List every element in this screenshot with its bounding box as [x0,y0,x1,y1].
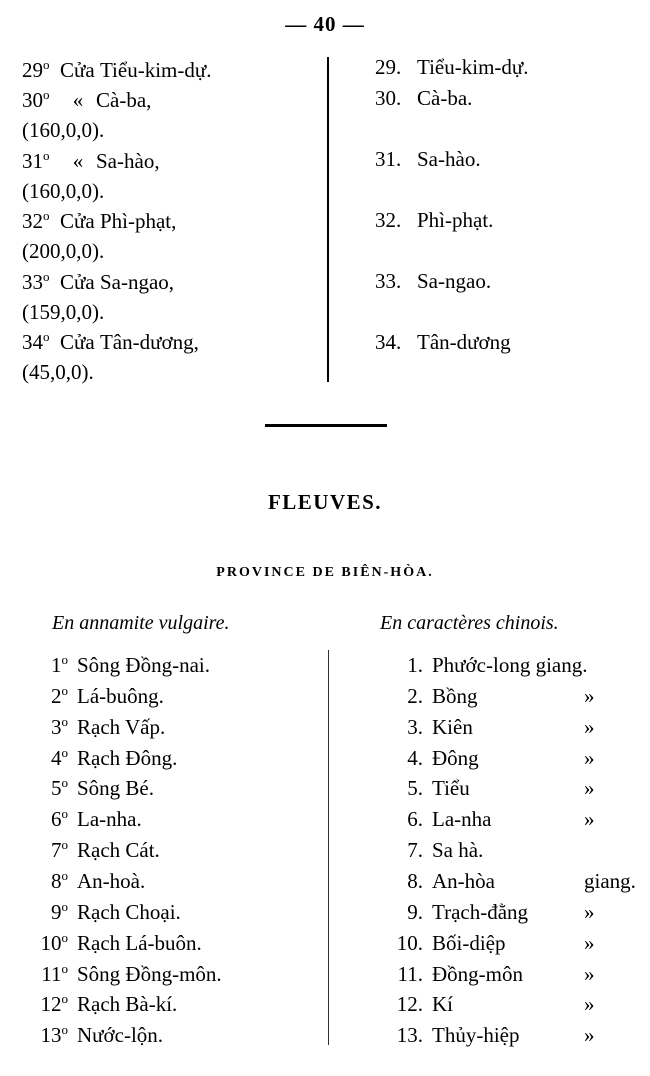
river-entry-chinese [375,989,645,1020]
entry-number: 11. [397,961,423,986]
entry-name: Tiểu-kim-dự. [417,55,529,79]
entry-number: 11$^o$ [41,960,68,986]
river-entry-chinese [375,712,645,743]
entry-number: 30$^o$ [22,87,50,113]
entry-number: 30. [375,86,402,110]
entry-name: Rạch Vấp. [77,714,166,739]
column-header-chinese: En caractères chinois. [380,612,559,634]
entry-number: 3$^o$ [50,713,68,739]
estuaries-section [0,55,650,395]
ditto-mark: » [584,961,595,986]
estuary-entry [22,55,312,85]
entry-name: An-hòa [432,869,495,894]
river-entry [22,897,312,928]
entry-number: 31$^o$ [22,147,50,173]
entry-name: Cà-ba, [96,88,152,113]
estuary-entry-chinese [375,55,529,80]
entry-number: 12. [396,992,423,1017]
ditto-mark: » [584,899,595,924]
entry-name: Sông Bé. [77,776,155,801]
entry-number: 7$^o$ [50,837,68,863]
ditto-guillemet: « [72,88,84,113]
entry-coordinates: (159,0,0). [22,299,105,324]
ditto-mark: giang. [584,869,636,894]
entry-number: 32$^o$ [22,208,50,234]
entry-kind: Cửa [60,209,95,234]
entry-name: Sa-ngao. [417,269,492,293]
entry-number: 29$^o$ [22,57,50,82]
entry-name: Rạch Bà-kí. [77,992,178,1017]
section-divider-rule [265,424,387,427]
entry-name: Phì-phạt, [99,209,177,234]
section-title: FLEUVES. [267,490,383,514]
rivers-left-column [22,650,312,1051]
ditto-mark: » [584,714,595,739]
estuary-entry [22,327,312,357]
estuaries-left-column [22,55,312,388]
entry-number: 10. [396,930,423,955]
entry-name: Sông Đồng-môn. [77,961,222,986]
entry-number: 33. [375,269,402,293]
entry-name: Sa hà. [432,838,484,863]
entry-name: Cà-ba. [417,86,473,110]
entry-number: 10$^o$ [40,929,68,955]
river-entry [22,743,312,774]
ditto-mark: » [584,683,595,708]
column-header-annamite: En annamite vulgaire. [52,612,230,634]
entry-kind: Cửa [60,330,95,355]
entry-number: 1. [407,653,423,677]
entry-name: Rạch Cát. [77,838,160,863]
entry-name: Rạch Đông. [77,745,178,770]
entry-name: Kiên [432,714,473,739]
entry-number: 32. [375,208,402,232]
ditto-mark: » [584,776,595,801]
estuary-entry [22,206,312,236]
river-entry [22,928,312,959]
entry-coordinates: (45,0,0). [22,360,94,385]
entry-number: 8. [407,869,423,894]
river-entry-chinese [375,804,645,835]
entry-name: Tiểu-kim-dự. [99,58,212,82]
entry-name: Kí [432,992,453,1017]
entry-kind: Cửa [60,58,95,82]
ditto-mark: » [584,930,595,955]
entry-name: Đồng-môn [432,961,523,986]
entry-name: Trạch-đằng [432,899,529,924]
entry-number: 9$^o$ [50,898,68,924]
entry-number: 29. [375,55,402,79]
entry-name: Sa-hào. [417,147,481,171]
estuary-entry-chinese [375,330,511,355]
estuary-entry-chinese [375,269,491,294]
entry-name: Sông Đồng-nai. [77,653,210,677]
entry-number: 34. [375,330,402,354]
entry-name: Rạch Choại. [77,899,181,924]
river-entry-chinese [375,959,645,990]
ditto-mark: » [584,745,595,770]
river-entry [22,1020,312,1051]
river-entry [22,866,312,897]
estuary-entry-chinese [375,208,493,233]
entry-number: 2. [407,683,423,708]
entry-number: 2$^o$ [50,682,68,708]
estuary-entry [22,146,312,176]
estuary-entry-chinese [375,86,472,111]
entry-number: 34$^o$ [22,329,50,355]
river-entry-chinese [375,743,645,774]
entry-name: Rạch Lá-buôn. [77,930,202,955]
river-entry-chinese [375,897,645,928]
estuary-entry [22,85,312,115]
entry-number: 5. [407,776,423,801]
river-entry-chinese [375,928,645,959]
rivers-right-column [375,650,645,1051]
entry-number: 8$^o$ [50,868,68,894]
entry-coordinates: (160,0,0). [22,178,105,203]
entry-name: Đông [432,745,479,770]
ditto-guillemet: « [72,148,84,173]
river-entry-chinese [375,866,645,897]
entry-coordinates: (200,0,0). [22,239,105,264]
river-entry-chinese [375,650,645,681]
entry-number: 6. [407,807,423,832]
river-entry [22,989,312,1020]
entry-number: 12$^o$ [40,991,68,1017]
entry-number: 3. [407,714,423,739]
entry-name: Nước-lộn. [77,1023,164,1048]
entry-number: 13. [396,1023,423,1048]
river-entry [22,804,312,835]
column-divider-bottom [328,650,329,1045]
river-entry [22,681,312,712]
entry-number: 6$^o$ [50,806,68,832]
ditto-mark: » [584,992,595,1017]
river-entry-chinese [375,1020,645,1051]
province-subtitle: PROVINCE DE BIÊN-HÒA. [216,565,434,580]
estuary-entry-chinese [375,147,481,172]
river-entry [22,712,312,743]
page-number: — 40 — [285,12,365,36]
entry-number: 13$^o$ [40,1022,68,1048]
entry-name: Thủy-hiệp [432,1023,520,1048]
ditto-mark: » [584,1023,595,1048]
entry-number: 7. [407,838,423,863]
estuary-entry [22,267,312,297]
entry-number: 5$^o$ [50,775,68,801]
entry-coordinates: (160,0,0). [22,118,105,143]
entry-number: 4. [407,745,423,770]
entry-name: An-hoà. [77,869,146,894]
entry-name: Phì-phạt. [417,208,494,232]
entry-name: Sa-ngao, [99,269,175,294]
entry-name: Tiểu [432,776,470,801]
entry-name: Bồng [432,683,478,708]
entry-name: Tân-dương [417,330,511,354]
entry-name: Phước-long giang. [432,653,588,677]
river-entry [22,773,312,804]
river-entry [22,650,312,681]
entry-name: La-nha [432,807,492,832]
entry-number: 1$^o$ [50,652,68,677]
entry-number: 9. [407,899,423,924]
entry-kind: Cửa [60,269,95,294]
entry-name: La-nha. [77,807,142,832]
entry-number: 4$^o$ [50,744,68,770]
river-entry-chinese [375,835,645,866]
column-divider-top [327,57,329,382]
entry-name: Bối-diệp [432,930,506,955]
entry-number: 33$^o$ [22,268,50,294]
entry-name: Lá-buông. [77,683,164,708]
entry-name: Tân-dương, [99,330,199,355]
river-entry-chinese [375,681,645,712]
river-entry-chinese [375,773,645,804]
ditto-mark: » [584,807,595,832]
river-entry [22,835,312,866]
entry-number: 31. [375,147,402,171]
entry-name: Sa-hào, [96,148,160,173]
river-entry [22,959,312,990]
